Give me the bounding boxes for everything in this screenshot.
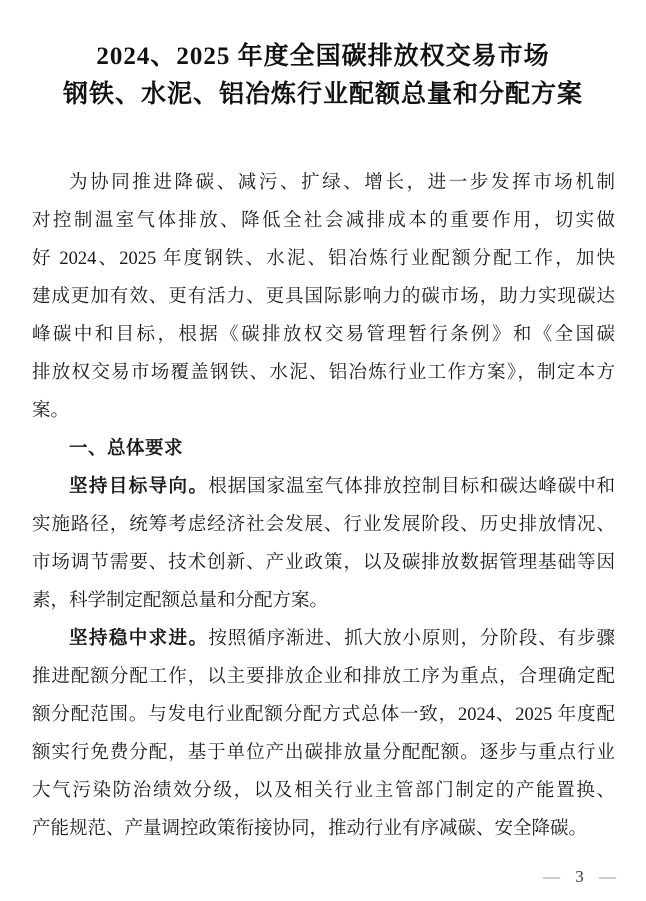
body-line: 推进配额分配工作，以主要排放企业和排放工序为重点，合理确定配 [32, 667, 615, 687]
body-line: 峰碳中和目标，根据《碳排放权交易管理暂行条例》和《全国碳 [32, 325, 615, 345]
body-line: 实施路径，统筹考虑经济社会发展、行业发展阶段、历史排放情况、 [32, 515, 615, 535]
page-footer [543, 868, 616, 885]
footer-dash-right: — [599, 867, 616, 886]
body-line: 额实行免费分配，基于单位产出碳排放量分配配额。逐步与重点行业 [32, 743, 615, 763]
footer-dash-left: — [543, 867, 560, 886]
body-line: 好 2024、2025 年度钢铁、水泥、铝冶炼行业配额分配工作，加快 [32, 249, 615, 269]
body-line: 案。 [32, 401, 70, 421]
section-heading: 一、总体要求 [69, 439, 184, 459]
title-line-1: 2024、2025 年度全国碳排放权交易市场 [96, 43, 550, 70]
body-line: 大气污染防治绩效分级，以及相关行业主管部门制定的产能置换、 [32, 781, 615, 801]
title-line-2: 钢铁、水泥、铝冶炼行业配额总量和分配方案 [62, 81, 583, 108]
document-title [0, 38, 646, 114]
body-line: 市场调节需要、技术创新、产业政策，以及碳排放数据管理基础等因 [32, 553, 615, 573]
body-line: 坚持稳中求进。按照循序渐进、抓大放小原则，分阶段、有步骤 [69, 629, 615, 649]
page-number: 3 [575, 867, 584, 886]
body-line: 额分配范围。与发电行业配额分配方式总体一致，2024、2025 年度配 [32, 705, 615, 725]
document-body [0, 164, 646, 848]
body-line: 为协同推进降碳、减污、扩绿、增长，进一步发挥市场机制 [69, 173, 615, 193]
body-line: 产能规范、产量调控政策衔接协同，推动行业有序减碳、安全降碳。 [32, 819, 588, 839]
body-line: 排放权交易市场覆盖钢铁、水泥、铝冶炼行业工作方案》，制定本方 [32, 363, 615, 383]
body-line: 建成更加有效、更有活力、更具国际影响力的碳市场，助力实现碳达 [32, 287, 615, 307]
body-line: 对控制温室气体排放、降低全社会减排成本的重要作用，切实做 [32, 211, 615, 231]
paragraph-lead: 坚持稳中求进。 [69, 629, 209, 649]
body-line: 素，科学制定配额总量和分配方案。 [32, 591, 329, 611]
body-line: 坚持目标导向。根据国家温室气体排放控制目标和碳达峰碳中和 [69, 477, 615, 497]
paragraph-lead: 坚持目标导向。 [69, 477, 209, 497]
